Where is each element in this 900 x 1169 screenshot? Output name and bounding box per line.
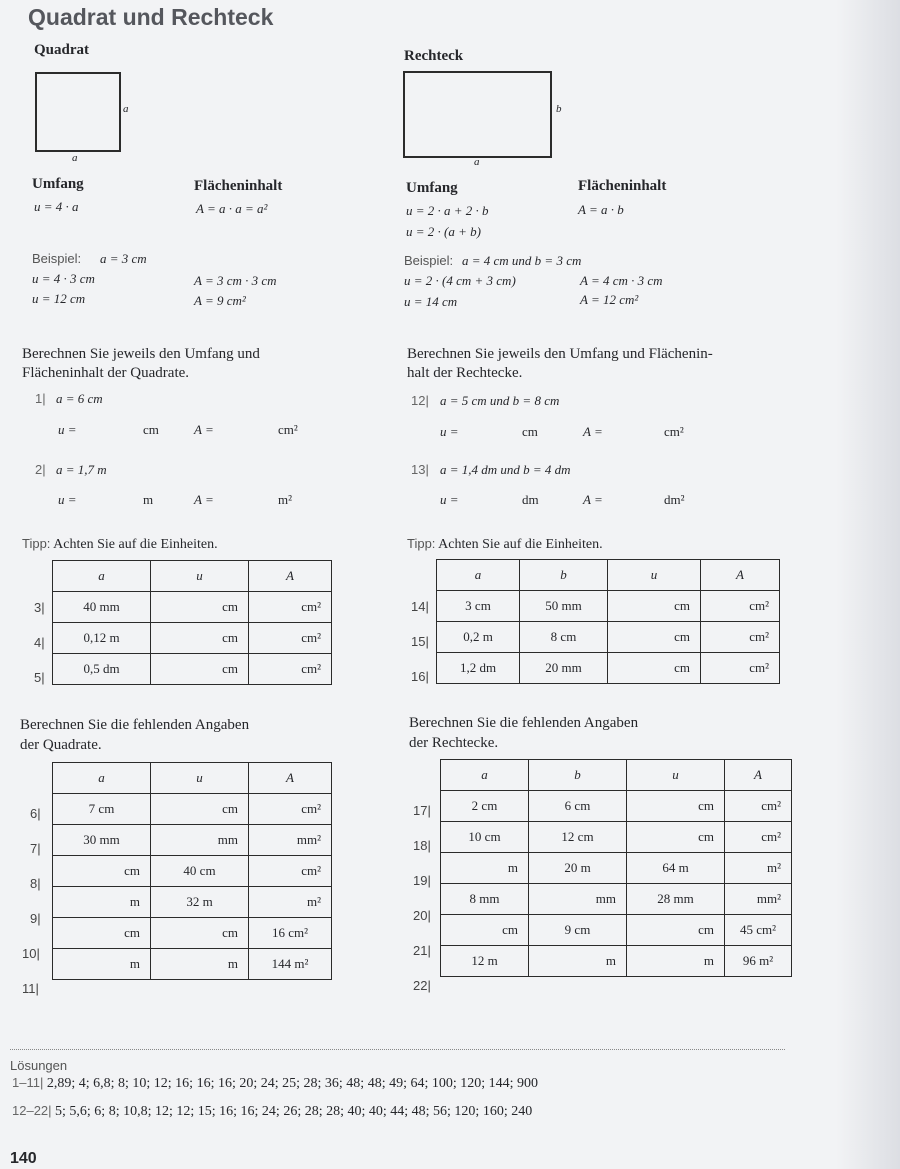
table-row (437, 622, 780, 653)
task-right-instruction-1: Berechnen Sie jeweils den Umfang und Flächenin- (407, 346, 713, 362)
row-number: 6| (30, 806, 41, 821)
tip-text: Achten Sie auf die Einheiten. (53, 537, 218, 552)
cell-answer[interactable]: mm² (725, 884, 792, 915)
task-left-instruction-1: Berechnen Sie jeweils den Umfang und (22, 346, 260, 362)
cell-answer[interactable]: m (627, 946, 725, 977)
cell-answer[interactable]: cm (53, 918, 151, 949)
cell-given: 0,5 dm (53, 654, 151, 685)
table-row (441, 822, 792, 853)
row-number: 22| (413, 978, 431, 993)
solutions-line-2 (12, 1103, 532, 1120)
cell-answer[interactable]: cm² (701, 653, 780, 684)
solutions-divider (10, 1049, 785, 1050)
cell-given: 6 cm (529, 791, 627, 822)
missing-right-instruction-2: der Rechtecke. (409, 735, 499, 751)
u-unit: m (143, 492, 154, 507)
col-A: A (249, 763, 332, 794)
cell-given: 144 m² (249, 949, 332, 980)
cell-given: 1,2 dm (437, 653, 520, 684)
col-A: A (725, 760, 792, 791)
table-row (53, 592, 332, 623)
col-u: u (151, 763, 249, 794)
row-number: 3| (34, 600, 45, 615)
a-unit: m² (278, 492, 293, 507)
cell-answer[interactable]: cm (151, 592, 249, 623)
table-row (441, 946, 792, 977)
col-A: A (701, 560, 780, 591)
u-label: u = (440, 492, 459, 507)
cell-given: 12 cm (529, 822, 627, 853)
cell-given: 16 cm² (249, 918, 332, 949)
cell-given: 50 mm (520, 591, 608, 622)
cell-answer[interactable]: cm (151, 794, 249, 825)
cell-answer[interactable]: cm² (725, 791, 792, 822)
cell-answer[interactable]: cm (608, 591, 701, 622)
a-unit: cm² (278, 422, 298, 437)
square-example-a2: A = 9 cm² (194, 293, 246, 308)
cell-answer[interactable]: cm² (725, 822, 792, 853)
exercise-number: 2| (35, 462, 46, 477)
rectangle-example-a2: A = 12 cm² (580, 292, 639, 307)
exercise-number: 12| (411, 393, 429, 408)
cell-answer[interactable]: cm (608, 622, 701, 653)
table-rectangles-1 (436, 559, 780, 684)
row-number: 20| (413, 908, 431, 923)
cell-answer[interactable]: m² (725, 853, 792, 884)
rectangle-perimeter-formula-1: u = 2 · a + 2 · b (406, 203, 489, 218)
cell-answer[interactable]: cm² (701, 622, 780, 653)
cell-given: 8 mm (441, 884, 529, 915)
rectangle-perimeter-formula-2: u = 2 · (a + b) (406, 224, 481, 239)
rectangle-figure (403, 71, 552, 158)
cell-answer[interactable]: m (151, 949, 249, 980)
cell-answer[interactable]: cm (53, 856, 151, 887)
cell-answer[interactable]: cm (627, 915, 725, 946)
solutions-values: 2,89; 4; 6,8; 8; 10; 12; 16; 16; 16; 20; 24; 25; 28; 36; 48; 48; 49; 64; 100; 120; 144; 900 (46, 1076, 539, 1091)
page-edge-shadow (836, 0, 900, 1169)
cell-answer[interactable]: mm (151, 825, 249, 856)
table-squares-2 (52, 762, 332, 980)
cell-answer[interactable]: cm (608, 653, 701, 684)
cell-answer[interactable]: m (529, 946, 627, 977)
square-heading: Quadrat (34, 42, 90, 58)
tip-label: Tipp: (407, 536, 436, 551)
cell-given: 20 mm (520, 653, 608, 684)
rectangle-heading: Rechteck (404, 48, 464, 64)
col-a: a (441, 760, 529, 791)
col-b: b (520, 560, 608, 591)
col-a: a (53, 763, 151, 794)
row-number: 4| (34, 635, 45, 650)
rectangle-example-a1: A = 4 cm · 3 cm (580, 273, 663, 288)
row-number: 8| (30, 876, 41, 891)
rectangle-example-u2: u = 14 cm (404, 294, 458, 309)
cell-given: 3 cm (437, 591, 520, 622)
cell-given: 45 cm² (725, 915, 792, 946)
row-number: 18| (413, 838, 431, 853)
cell-answer[interactable]: m² (249, 887, 332, 918)
rectangle-example-u1: u = 2 · (4 cm + 3 cm) (404, 273, 516, 288)
square-perimeter-heading: Umfang (32, 176, 84, 192)
solutions-label: 12–22| (12, 1103, 52, 1118)
square-example-a1: A = 3 cm · 3 cm (194, 273, 277, 288)
table-row (53, 825, 332, 856)
cell-given: 96 m² (725, 946, 792, 977)
row-number: 16| (411, 669, 429, 684)
table-row (437, 591, 780, 622)
missing-left-instruction-2: der Quadrate. (20, 737, 102, 753)
row-number: 17| (413, 803, 431, 818)
square-figure (35, 72, 121, 152)
u-unit: cm (522, 424, 538, 439)
row-number: 15| (411, 634, 429, 649)
task-right-instruction-2: halt der Rechtecke. (407, 365, 523, 381)
row-number: 5| (34, 670, 45, 685)
row-number: 19| (413, 873, 431, 888)
table-row (441, 853, 792, 884)
exercise-given: a = 6 cm (56, 391, 103, 406)
cell-given: 40 cm (151, 856, 249, 887)
cell-answer[interactable]: cm² (701, 591, 780, 622)
a-unit: dm² (664, 492, 685, 507)
cell-answer[interactable]: mm (529, 884, 627, 915)
table-squares-1 (52, 560, 332, 685)
missing-left-instruction-1: Berechnen Sie die fehlenden Angaben (20, 717, 250, 733)
square-example-given: a = 3 cm (100, 251, 147, 266)
cell-answer[interactable]: m (53, 887, 151, 918)
cell-answer[interactable]: cm² (249, 592, 332, 623)
exercise-number: 13| (411, 462, 429, 477)
tip-right (407, 536, 603, 553)
cell-answer[interactable]: m (441, 853, 529, 884)
rectangle-example-label: Beispiel: (404, 253, 454, 268)
solutions-label: 1–11| (12, 1075, 44, 1090)
a-label: A = (194, 422, 214, 437)
row-number: 9| (30, 911, 41, 926)
a-label: A = (194, 492, 214, 507)
table-row (441, 915, 792, 946)
cell-given: 28 mm (627, 884, 725, 915)
exercise-given: a = 1,7 m (56, 462, 107, 477)
table-row (437, 653, 780, 684)
rectangle-perimeter-heading: Umfang (406, 180, 458, 196)
missing-right-instruction-1: Berechnen Sie die fehlenden Angaben (409, 715, 639, 731)
col-b: b (529, 760, 627, 791)
cell-answer[interactable]: cm² (249, 794, 332, 825)
cell-answer[interactable]: cm (151, 918, 249, 949)
row-number: 21| (413, 943, 431, 958)
cell-answer[interactable]: cm (151, 623, 249, 654)
table-row (441, 884, 792, 915)
table-row (53, 887, 332, 918)
table-row (53, 918, 332, 949)
a-label: A = (583, 424, 603, 439)
rectangle-example-given: a = 4 cm und b = 3 cm (462, 253, 582, 268)
cell-given: 2 cm (441, 791, 529, 822)
cell-given: 40 mm (53, 592, 151, 623)
tip-label: Tipp: (22, 536, 51, 551)
page-number: 140 (10, 1150, 37, 1167)
exercise-number: 1| (35, 391, 46, 406)
cell-given: 7 cm (53, 794, 151, 825)
rectangle-area-formula: A = a · b (578, 202, 624, 217)
table-row (53, 623, 332, 654)
col-a: a (53, 561, 151, 592)
square-example-u2: u = 12 cm (32, 291, 86, 306)
col-u: u (151, 561, 249, 592)
solutions-line-1 (12, 1075, 538, 1092)
task-left-instruction-2: Flächeninhalt der Quadrate. (22, 365, 190, 381)
row-number: 14| (411, 599, 429, 614)
square-side-label-right: a (123, 103, 129, 115)
cell-given: 20 m (529, 853, 627, 884)
table-row (53, 856, 332, 887)
col-a: a (437, 560, 520, 591)
solutions-values: 5; 5,6; 6; 8; 10,8; 12; 12; 15; 16; 16; 24; 26; 28; 28; 40; 40; 44; 48; 56; 120; 160; 240 (55, 1104, 533, 1119)
square-area-formula: A = a · a = a² (196, 201, 268, 216)
a-unit: cm² (664, 424, 684, 439)
u-label: u = (58, 422, 77, 437)
rectangle-area-heading: Flächeninhalt (578, 178, 667, 194)
col-u: u (608, 560, 701, 591)
cell-answer[interactable]: cm (627, 822, 725, 853)
cell-answer[interactable]: cm² (249, 654, 332, 685)
cell-given: 32 m (151, 887, 249, 918)
row-number: 7| (30, 841, 41, 856)
cell-given: 12 m (441, 946, 529, 977)
cell-given: 8 cm (520, 622, 608, 653)
cell-answer[interactable]: cm (627, 791, 725, 822)
cell-answer[interactable]: cm (151, 654, 249, 685)
table-row (441, 791, 792, 822)
rectangle-side-b-label: b (556, 103, 562, 115)
cell-answer[interactable]: cm² (249, 623, 332, 654)
u-label: u = (440, 424, 459, 439)
cell-answer[interactable]: m (53, 949, 151, 980)
col-u: u (627, 760, 725, 791)
row-number: 11| (22, 981, 39, 996)
table-row (53, 949, 332, 980)
square-area-heading: Flächeninhalt (194, 178, 283, 194)
table-rectangles-2 (440, 759, 792, 977)
square-perimeter-formula: u = 4 · a (34, 199, 79, 214)
square-example-label: Beispiel: (32, 251, 82, 266)
solutions-heading: Lösungen (10, 1058, 68, 1073)
cell-answer[interactable]: mm² (249, 825, 332, 856)
square-example-u1: u = 4 · 3 cm (32, 271, 95, 286)
rectangle-side-a-label: a (474, 156, 480, 168)
cell-given: 30 mm (53, 825, 151, 856)
exercise-given: a = 5 cm und b = 8 cm (440, 393, 560, 408)
col-A: A (249, 561, 332, 592)
cell-answer[interactable]: cm² (249, 856, 332, 887)
table-row (53, 794, 332, 825)
a-label: A = (583, 492, 603, 507)
cell-answer[interactable]: cm (441, 915, 529, 946)
table-row (53, 654, 332, 685)
u-unit: dm (522, 492, 539, 507)
cell-given: 9 cm (529, 915, 627, 946)
cell-given: 0,12 m (53, 623, 151, 654)
square-side-label-bottom: a (72, 152, 78, 164)
cell-given: 64 m (627, 853, 725, 884)
u-unit: cm (143, 422, 159, 437)
u-label: u = (58, 492, 77, 507)
cell-given: 0,2 m (437, 622, 520, 653)
cell-given: 10 cm (441, 822, 529, 853)
tip-left (22, 536, 218, 553)
tip-text: Achten Sie auf die Einheiten. (438, 537, 603, 552)
page-title: Quadrat und Rechteck (28, 4, 274, 30)
exercise-given: a = 1,4 dm und b = 4 dm (440, 462, 571, 477)
row-number: 10| (22, 946, 40, 961)
